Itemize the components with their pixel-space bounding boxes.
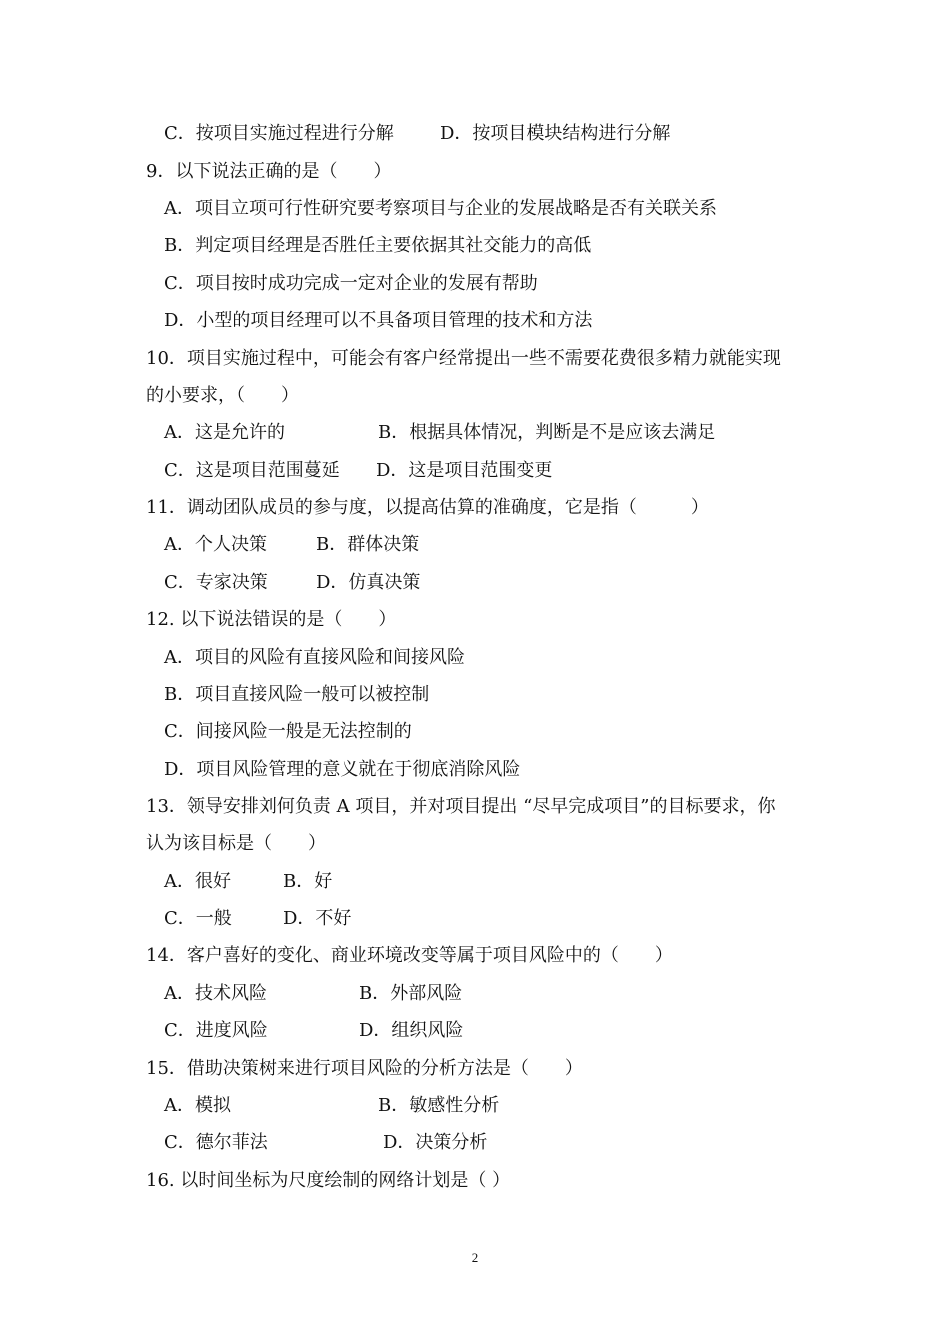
option-item: B．好 [283,871,333,892]
option-item: C．专家决策 [164,572,268,593]
question-stem: 认为该目标是（ ） [146,833,326,854]
option-item: B．外部风险 [359,983,463,1004]
option-line: D．小型的项目经理可以不具备项目管理的技术和方法 [164,310,593,331]
option-item: D．组织风险 [359,1020,464,1041]
option-item: A．很好 [164,871,231,892]
option-line: A．项目的风险有直接风险和间接风险 [164,647,465,668]
option-line: D．项目风险管理的意义就在于彻底消除风险 [164,759,521,780]
question-stem: 10．项目实施过程中，可能会有客户经常提出一些不需要花费很多精力就能实现 [146,348,781,369]
option-item: A．个人决策 [164,534,267,555]
option-item: D．按项目模块结构进行分解 [440,123,671,144]
option-item: C．德尔菲法 [164,1132,268,1153]
option-line: C．间接风险一般是无法控制的 [164,721,412,742]
option-item: C．按项目实施过程进行分解 [164,123,394,144]
option-item: C．这是项目范围蔓延 [164,460,340,481]
question-stem: 12. 以下说法错误的是（ ） [146,609,397,630]
option-item: D．仿真决策 [316,572,421,593]
option-line: B．判定项目经理是否胜任主要依据其社交能力的高低 [164,235,592,256]
question-stem: 15．借助决策树来进行项目风险的分析方法是（ ） [146,1058,583,1079]
page-number: 2 [471,1250,479,1265]
option-item: D．决策分析 [383,1132,488,1153]
question-stem: 16. 以时间坐标为尺度绘制的网络计划是（ ） [146,1170,511,1191]
question-stem: 14．客户喜好的变化、商业环境改变等属于项目风险中的（ ） [146,945,673,966]
option-item: A．模拟 [164,1095,231,1116]
option-item: D．不好 [283,908,352,929]
option-item: C．进度风险 [164,1020,268,1041]
option-item: D．这是项目范围变更 [376,460,553,481]
option-line: C．项目按时成功完成一定对企业的发展有帮助 [164,273,538,294]
question-stem: 13．领导安排刘何负责 A 项目，并对项目提出 “尽早完成项目”的目标要求，你 [146,796,776,817]
option-item: B．群体决策 [316,534,420,555]
question-stem: 的小要求，（ ） [146,385,299,406]
question-stem: 9．以下说法正确的是（ ） [146,161,392,182]
option-item: A．这是允许的 [164,422,285,443]
option-item: B．敏感性分析 [378,1095,500,1116]
question-stem: 11．调动团队成员的参与度，以提高估算的准确度，它是指（ ） [146,497,709,518]
option-item: B．根据具体情况，判断是不是应该去满足 [378,422,716,443]
option-item: A．技术风险 [164,983,267,1004]
option-item: C．一般 [164,908,232,929]
option-line: A．项目立项可行性研究要考察项目与企业的发展战略是否有关联关系 [164,198,717,219]
option-line: B．项目直接风险一般可以被控制 [164,684,430,705]
